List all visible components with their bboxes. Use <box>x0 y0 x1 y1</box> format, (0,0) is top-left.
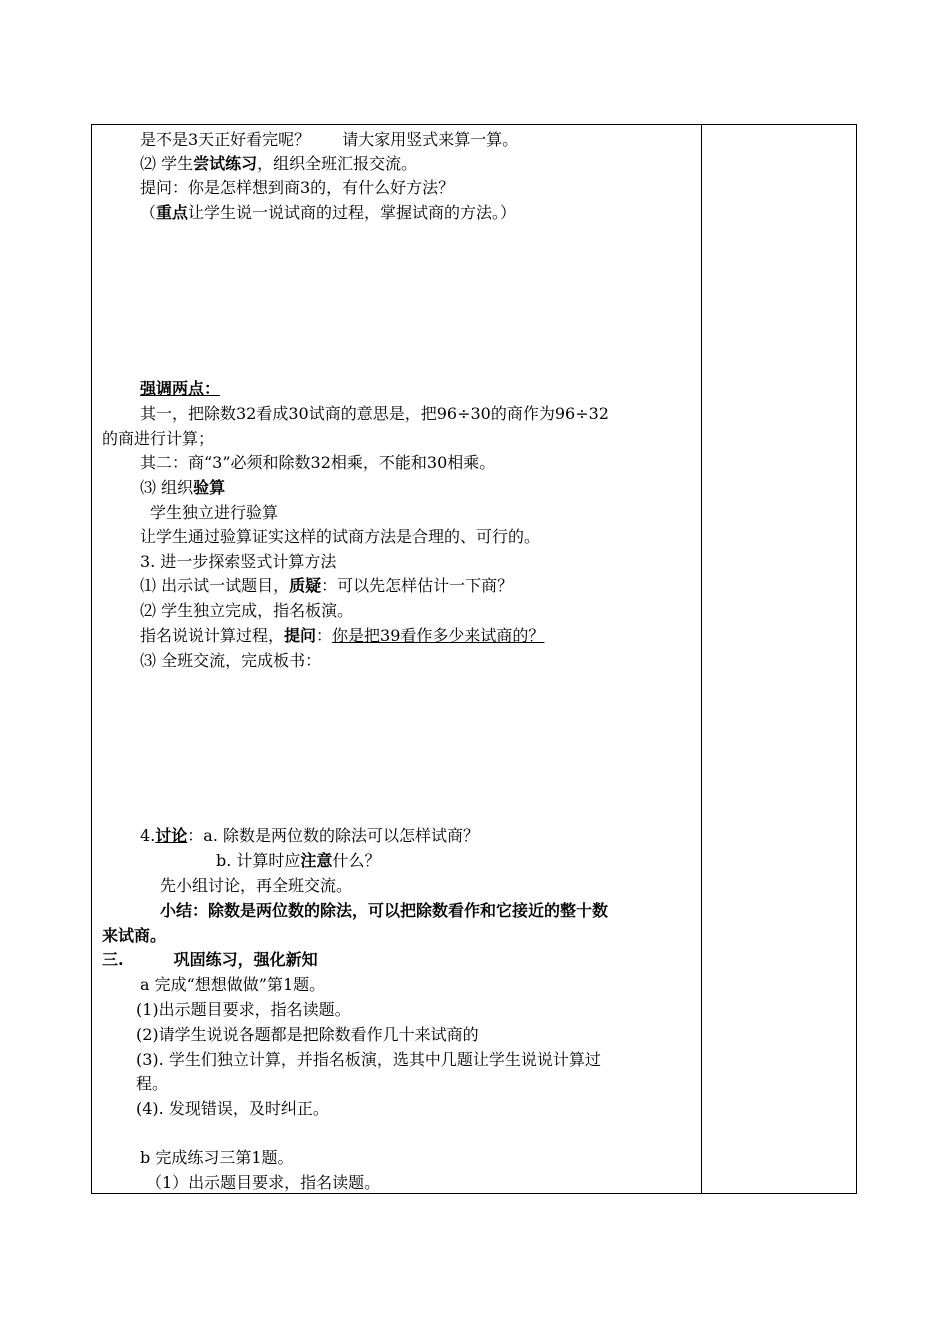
text-line: a 完成“想想做做”第1题。 <box>140 975 326 994</box>
text-line: (2)请学生说说各题都是把除数看作几十来试商的 <box>136 1025 479 1044</box>
text-line: 提问：你是怎样想到商3的，有什么好方法？ <box>140 178 455 197</box>
text-line: 是不是3天正好看完呢？ 请大家用竖式来算一算。 <box>140 130 519 149</box>
text-line: ⑴ 出示试一试题目，质疑：可以先怎样估计一下商？ <box>140 576 514 595</box>
text-line: (3). 学生们独立计算，并指名板演，选其中几题让学生说说计算过 <box>136 1050 601 1069</box>
text-line: 3. 进一步探索竖式计算方法 <box>140 552 337 571</box>
text-line: b. 计算时应注意什么？ <box>216 851 381 870</box>
text-line: ⑶ 组织验算 <box>140 478 226 497</box>
text-line: 先小组讨论，再全班交流。 <box>160 876 353 895</box>
text-line: 其一，把除数32看成30试商的意思是，把96÷30的商作为96÷32 <box>140 404 609 423</box>
text-line: (4). 发现错误，及时纠正。 <box>136 1099 329 1118</box>
summary-line: 小结：除数是两位数的除法，可以把除数看作和它接近的整十数 <box>160 901 609 920</box>
text-line: 学生独立进行验算 <box>150 503 279 522</box>
section-heading: 强调两点： <box>140 379 221 398</box>
text-line: 4.讨论：a. 除数是两位数的除法可以怎样试商？ <box>140 826 479 845</box>
text-line: （重点让学生说一说试商的过程，掌握试商的方法。） <box>140 203 517 222</box>
text-line: ⑵ 学生尝试练习，组织全班汇报交流。 <box>140 154 418 173</box>
text-line: 的商进行计算； <box>102 429 215 448</box>
summary-line: 来试商。 <box>102 926 167 945</box>
text-line: (1)出示题目要求，指名读题。 <box>136 1000 351 1019</box>
text-line: ⑵ 学生独立完成，指名板演。 <box>140 601 354 620</box>
text-line: ⑶ 全班交流，完成板书： <box>140 651 322 670</box>
text-line: 让学生通过验算证实这样的试商方法是合理的、可行的。 <box>140 527 541 546</box>
text-line: 指名说说计算过程，提问：你是把39看作多少来试商的？ <box>140 626 545 645</box>
text-line: 程。 <box>136 1074 169 1093</box>
text-line: b 完成练习三第1题。 <box>140 1148 294 1167</box>
lesson-plan-table <box>91 124 857 1194</box>
section-heading: 三. 巩固练习，强化新知 <box>102 950 318 969</box>
text-line: （1）出示题目要求，指名读题。 <box>146 1173 381 1192</box>
notes-cell <box>702 125 856 1193</box>
text-line: 其二：商“3”必须和除数32相乘，不能和30相乘。 <box>140 453 496 472</box>
